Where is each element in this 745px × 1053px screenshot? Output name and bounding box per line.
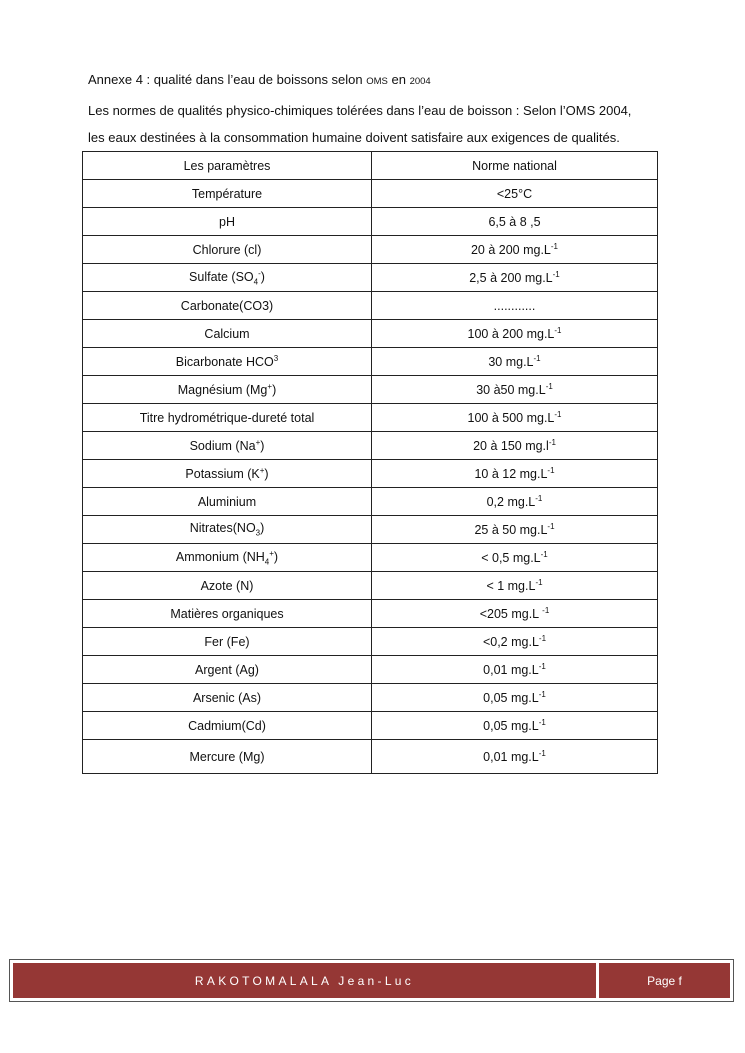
annex-title-mid: en: [387, 72, 410, 87]
norm-text: 0,01 mg.L: [483, 750, 539, 765]
table-row: [83, 572, 658, 600]
norm-superscript: -1: [533, 353, 541, 363]
norm-text: 10 à 12 mg.L: [474, 467, 548, 482]
norm-cell: [372, 572, 658, 600]
param-text: Chlorure (cl): [192, 242, 262, 257]
param-text: Azote (N): [200, 578, 254, 593]
param-cell: [83, 432, 372, 460]
param-cell: [83, 236, 372, 264]
param-suffix: ): [264, 467, 269, 482]
table-row: [83, 656, 658, 684]
param-text: Aluminium: [197, 494, 257, 509]
param-text: Mercure (Mg): [189, 749, 265, 764]
norm-superscript: -1: [538, 633, 547, 643]
table-row: [83, 740, 658, 774]
param-text: Titre hydrométrique-dureté total: [139, 410, 315, 425]
norm-superscript: -1: [548, 437, 556, 447]
table-row: [83, 292, 658, 320]
table-row: [83, 236, 658, 264]
param-superscript: +: [259, 465, 265, 475]
table-row: [83, 460, 658, 488]
norm-cell: [372, 292, 658, 320]
norms-table: [82, 151, 658, 774]
param-text: Arsenic (As): [192, 690, 262, 705]
param-text: Carbonate(CO3): [180, 298, 274, 313]
table-row: [83, 600, 658, 628]
norm-cell: [372, 404, 658, 432]
table-header-row: [83, 152, 658, 180]
intro-line-1: Les normes de qualités physico-chimiques tolérées dans l’eau de boisson : Selon l’OMS 2004,: [88, 103, 632, 118]
norm-text: 20 à 200 mg.L: [470, 243, 551, 258]
table-row: [83, 208, 658, 236]
annex-title-year: 2004: [409, 76, 431, 87]
param-text: Fer (Fe): [204, 634, 250, 649]
param-cell: [83, 740, 372, 774]
param-superscript: +: [255, 437, 261, 447]
norm-superscript: -1: [552, 269, 560, 279]
norm-text: <205 mg.L: [479, 607, 543, 622]
param-superscript: 3: [273, 353, 279, 363]
param-text: Magnésium (Mg: [177, 383, 268, 398]
norm-cell: [372, 712, 658, 740]
param-cell: [83, 208, 372, 236]
norm-cell: [372, 264, 658, 292]
table-row: [83, 684, 658, 712]
norm-superscript: -1: [535, 493, 543, 503]
norm-superscript: -1: [547, 465, 555, 475]
table-row: [83, 180, 658, 208]
norm-superscript: -1: [538, 748, 546, 758]
param-text: Sodium (Na: [189, 439, 256, 454]
norm-cell: [372, 208, 658, 236]
norm-text: <0,2 mg.L: [482, 635, 539, 650]
norm-text: < 1 mg.L: [486, 579, 536, 594]
table-row: [83, 432, 658, 460]
header-norm: Norme national: [372, 152, 658, 180]
norm-text: 25 à 50 mg.L: [474, 523, 548, 538]
annex-title-org: OMS: [366, 76, 388, 87]
param-cell: [83, 460, 372, 488]
param-cell: [83, 488, 372, 516]
norm-text: 2,5 à 200 mg.L: [469, 271, 553, 286]
table-row: [83, 348, 658, 376]
norm-superscript: -1: [538, 717, 546, 727]
norm-text: ............: [493, 298, 536, 313]
param-cell: [83, 264, 372, 292]
norm-text: 100 à 500 mg.L: [467, 411, 555, 426]
table-row: [83, 488, 658, 516]
norm-cell: [372, 320, 658, 348]
norm-cell: [372, 460, 658, 488]
norm-cell: [372, 488, 658, 516]
param-subscript: 3: [255, 528, 261, 538]
norm-superscript: -1: [540, 549, 548, 559]
param-cell: [83, 684, 372, 712]
norm-cell: [372, 656, 658, 684]
param-superscript: +: [269, 548, 274, 558]
norm-text: 0,05 mg.L: [483, 719, 539, 734]
norm-superscript: -1: [538, 661, 546, 671]
param-text: Bicarbonate HCO: [175, 355, 274, 370]
table-row: [83, 544, 658, 572]
norm-text: 0,05 mg.L: [483, 691, 539, 706]
norm-superscript: -1: [538, 689, 546, 699]
param-cell: [83, 712, 372, 740]
param-cell: [83, 376, 372, 404]
table-row: [83, 320, 658, 348]
norm-cell: [372, 544, 658, 572]
norm-superscript: -1: [554, 409, 562, 419]
param-text: Nitrates(NO: [189, 521, 256, 536]
param-cell: [83, 404, 372, 432]
param-cell: [83, 572, 372, 600]
norm-superscript: -1: [545, 381, 553, 391]
norm-superscript: -1: [554, 325, 562, 335]
norm-superscript: -1: [547, 521, 555, 531]
param-cell: [83, 600, 372, 628]
intro-paragraph: [88, 97, 660, 151]
param-cell: [83, 292, 372, 320]
norm-cell: [372, 348, 658, 376]
param-suffix: ): [272, 383, 277, 398]
param-cell: [83, 656, 372, 684]
norm-text: 30 à50 mg.L: [476, 383, 546, 398]
param-cell: [83, 348, 372, 376]
param-cell: [83, 320, 372, 348]
table-row: [83, 712, 658, 740]
norm-text: 0,2 mg.L: [486, 495, 536, 510]
norm-cell: [372, 740, 658, 774]
param-suffix: ): [260, 439, 265, 454]
table-row: [83, 516, 658, 544]
param-superscript: -: [258, 268, 261, 278]
footer-page-number: Page f: [599, 963, 730, 998]
param-text: Calcium: [204, 326, 250, 341]
intro-line-2: les eaux destinées à la consommation humaine doivent satisfaire aux exigences de qualités.: [88, 130, 620, 145]
param-text: Sulfate (SO: [189, 269, 254, 284]
param-cell: [83, 544, 372, 572]
table-row: [83, 376, 658, 404]
norm-text: <25°C: [496, 186, 533, 201]
param-suffix: ): [273, 549, 279, 564]
norm-cell: [372, 432, 658, 460]
norm-text: 100 à 200 mg.L: [467, 327, 555, 342]
param-superscript: +: [267, 381, 273, 391]
table-row: [83, 404, 658, 432]
param-cell: [83, 516, 372, 544]
param-subscript: 4: [253, 277, 259, 287]
norm-text: 6,5 à 8 ,5: [488, 214, 541, 229]
param-cell: [83, 180, 372, 208]
param-text: pH: [219, 214, 235, 229]
norm-superscript: -1: [542, 605, 550, 615]
param-text: Argent (Ag): [195, 662, 259, 677]
param-suffix: ): [260, 521, 265, 536]
footer-author: RAKOTOMALALA Jean-Luc: [13, 963, 596, 998]
norm-superscript: -1: [550, 241, 559, 251]
header-param: Les paramètres: [83, 152, 372, 180]
param-suffix: ): [260, 269, 265, 284]
norm-text: 30 mg.L: [488, 355, 534, 370]
param-cell: [83, 628, 372, 656]
norm-superscript: -1: [535, 577, 543, 587]
norm-cell: [372, 628, 658, 656]
norm-cell: [372, 236, 658, 264]
norm-text: 0,01 mg.L: [483, 663, 539, 678]
annex-title-prefix: Annexe 4 : qualité dans l’eau de boissons selon: [88, 72, 367, 87]
param-subscript: 4: [264, 557, 270, 567]
param-text: Potassium (K: [185, 467, 260, 482]
norm-text: 20 à 150 mg.l: [473, 439, 549, 454]
norm-cell: [372, 180, 658, 208]
norm-cell: [372, 600, 658, 628]
annex-title: [88, 72, 431, 87]
table-row: [83, 628, 658, 656]
norm-text: < 0,5 mg.L: [481, 551, 541, 566]
param-text: Cadmium(Cd): [188, 718, 266, 733]
param-text: Matières organiques: [170, 606, 284, 621]
param-text: Ammonium (NH: [175, 549, 265, 564]
param-text: Température: [191, 186, 263, 201]
norm-cell: [372, 684, 658, 712]
table-row: [83, 264, 658, 292]
norm-cell: [372, 516, 658, 544]
norm-cell: [372, 376, 658, 404]
